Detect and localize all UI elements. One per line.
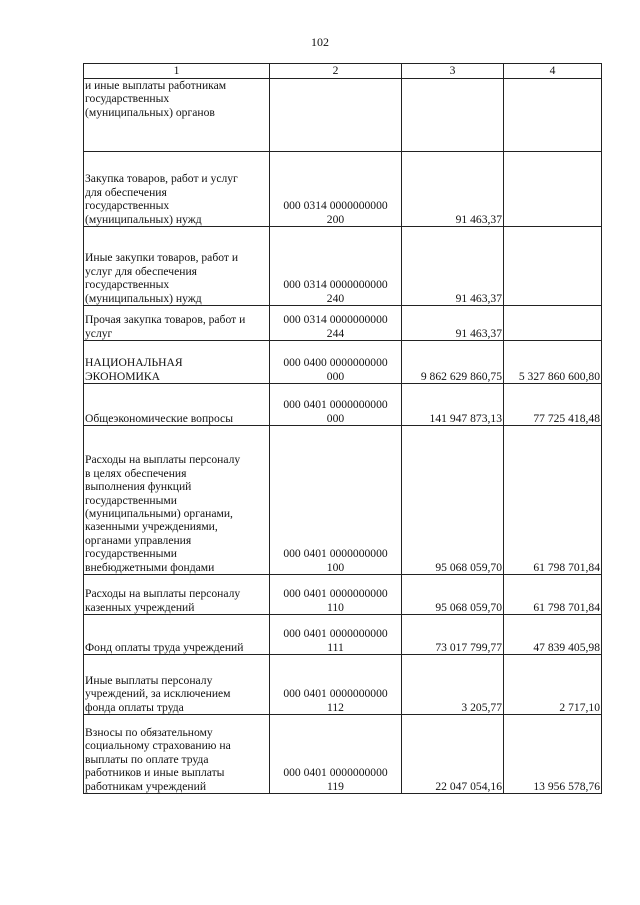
row-name-line: Расходы на выплаты персоналу xyxy=(85,453,241,467)
table-row xyxy=(84,615,602,655)
row-name-line: Закупка товаров, работ и услуг xyxy=(85,172,238,186)
row-name-cell xyxy=(84,79,270,152)
table-row xyxy=(84,341,602,384)
row-name-cell xyxy=(84,384,270,426)
row-name-line: услуг xyxy=(85,326,113,340)
row-code-line: 111 xyxy=(327,640,344,654)
row-name-line: Расходы на выплаты персоналу xyxy=(85,587,241,601)
row-value-col3: 91 463,37 xyxy=(402,152,504,227)
table-row xyxy=(84,426,602,575)
row-name-line: (муниципальных) органов xyxy=(85,105,215,119)
row-name-line: работникам учреждений xyxy=(85,779,207,793)
row-name-cell xyxy=(84,341,270,384)
row-name-cell xyxy=(84,655,270,715)
row-name-cell xyxy=(84,152,270,227)
table-row xyxy=(84,384,602,426)
row-name-line: органами управления xyxy=(85,533,192,547)
row-value-col3: 22 047 054,16 xyxy=(402,715,504,794)
row-value-col4 xyxy=(504,152,602,227)
row-value-col4: 5 327 860 600,80 xyxy=(504,341,602,384)
row-value-col3: 91 463,37 xyxy=(402,306,504,341)
column-header: 2 xyxy=(270,64,402,79)
row-code-cell xyxy=(270,152,402,227)
row-name-line: Фонд оплаты труда учреждений xyxy=(85,640,244,654)
row-code-line: 000 xyxy=(326,411,345,425)
row-code-cell xyxy=(270,615,402,655)
budget-table xyxy=(83,63,602,794)
table-row xyxy=(84,575,602,615)
row-name-cell xyxy=(84,227,270,306)
column-header: 3 xyxy=(402,64,504,79)
row-code-cell xyxy=(270,715,402,794)
row-code-line: 000 0401 0000000000 xyxy=(283,587,388,601)
row-name-line: для обеспечения xyxy=(85,185,167,199)
row-code-cell xyxy=(270,341,402,384)
column-header: 1 xyxy=(84,64,270,79)
row-value-col4: 61 798 701,84 xyxy=(504,426,602,575)
row-name-cell xyxy=(84,575,270,615)
row-name-line: Прочая закупка товаров, работ и xyxy=(85,313,246,327)
row-code-cell xyxy=(270,384,402,426)
row-name-line: ЭКОНОМИКА xyxy=(85,369,161,383)
row-code-line: 000 0314 0000000000 xyxy=(283,278,388,292)
row-name-line: (муниципальных) нужд xyxy=(85,291,202,305)
row-code-line: 000 0314 0000000000 xyxy=(283,313,388,327)
row-code-cell xyxy=(270,306,402,341)
row-name-line: Иные закупки товаров, работ и xyxy=(85,251,239,265)
row-code-line: 000 0401 0000000000 xyxy=(283,547,388,561)
row-code-line: 100 xyxy=(326,560,345,574)
row-name-line: государственных xyxy=(85,92,170,106)
row-code-line: 000 0401 0000000000 xyxy=(283,766,388,780)
row-name-line: работников и иные выплаты xyxy=(85,766,225,780)
row-value-col4: 61 798 701,84 xyxy=(504,575,602,615)
row-name-cell xyxy=(84,715,270,794)
row-value-col3: 3 205,77 xyxy=(402,655,504,715)
row-code-cell xyxy=(270,426,402,575)
row-name-cell xyxy=(84,306,270,341)
row-name-line: в целях обеспечения xyxy=(85,466,187,480)
row-code-line: 000 0401 0000000000 xyxy=(283,627,388,641)
row-name-cell xyxy=(84,426,270,575)
row-name-line: внебюджетными фондами xyxy=(85,560,215,574)
row-name-cell xyxy=(84,615,270,655)
row-name-line: государственных xyxy=(85,199,170,213)
row-code-line: 240 xyxy=(326,291,345,305)
row-code-line: 200 xyxy=(326,212,345,226)
row-name-line: НАЦИОНАЛЬНАЯ xyxy=(85,356,183,370)
table-row xyxy=(84,306,602,341)
row-code-cell xyxy=(270,575,402,615)
table-row xyxy=(84,79,602,152)
row-value-col4 xyxy=(504,306,602,341)
row-name-line: фонда оплаты труда xyxy=(85,700,184,714)
row-name-line: социальному страхованию на xyxy=(85,739,231,753)
row-value-col3: 73 017 799,77 xyxy=(402,615,504,655)
column-header: 4 xyxy=(504,64,602,79)
row-code-cell xyxy=(270,655,402,715)
row-name-line: (муниципальных) нужд xyxy=(85,212,202,226)
row-code-line: 000 0314 0000000000 xyxy=(283,199,388,213)
row-value-col3: 95 068 059,70 xyxy=(402,575,504,615)
page-number: 102 xyxy=(311,35,329,49)
row-code-line: 112 xyxy=(327,700,344,714)
row-name-line: (муниципальными) органами, xyxy=(85,506,233,520)
row-name-line: государственных xyxy=(85,278,170,292)
row-code-line: 000 0401 0000000000 xyxy=(283,398,388,412)
row-name-line: выполнения функций xyxy=(85,480,192,494)
row-code-line: 244 xyxy=(326,326,345,340)
row-code-line: 000 0401 0000000000 xyxy=(283,687,388,701)
table-row xyxy=(84,655,602,715)
row-value-col4 xyxy=(504,79,602,152)
row-code-line: 110 xyxy=(327,600,344,614)
header-row xyxy=(84,64,602,79)
row-value-col3: 141 947 873,13 xyxy=(402,384,504,426)
row-name-line: казенными учреждениями, xyxy=(85,520,218,534)
row-value-col4: 13 956 578,76 xyxy=(504,715,602,794)
row-name-line: учреждений, за исключением xyxy=(85,687,231,701)
row-value-col4: 2 717,10 xyxy=(504,655,602,715)
row-name-line: услуг для обеспечения xyxy=(85,264,197,278)
row-code-cell xyxy=(270,227,402,306)
row-name-line: казенных учреждений xyxy=(85,600,195,614)
row-code-line: 000 xyxy=(326,369,345,383)
row-value-col4: 47 839 405,98 xyxy=(504,615,602,655)
row-value-col4 xyxy=(504,227,602,306)
row-name-line: Общеэкономические вопросы xyxy=(85,411,233,425)
row-value-col3: 95 068 059,70 xyxy=(402,426,504,575)
row-code-line: 119 xyxy=(327,779,344,793)
row-value-col3: 9 862 629 860,75 xyxy=(402,341,504,384)
row-code-cell xyxy=(270,79,402,152)
row-value-col3 xyxy=(402,79,504,152)
row-value-col4: 77 725 418,48 xyxy=(504,384,602,426)
row-name-line: и иные выплаты работникам xyxy=(85,79,227,92)
row-code-line: 000 0400 0000000000 xyxy=(283,356,388,370)
row-name-line: Взносы по обязательному xyxy=(85,725,213,739)
row-name-line: Иные выплаты персоналу xyxy=(85,673,213,687)
row-value-col3: 91 463,37 xyxy=(402,227,504,306)
table-row xyxy=(84,152,602,227)
table-row xyxy=(84,227,602,306)
row-name-line: выплаты по оплате труда xyxy=(85,752,209,766)
row-name-line: государственными xyxy=(85,493,177,507)
table-row xyxy=(84,715,602,794)
row-name-line: государственными xyxy=(85,547,177,561)
